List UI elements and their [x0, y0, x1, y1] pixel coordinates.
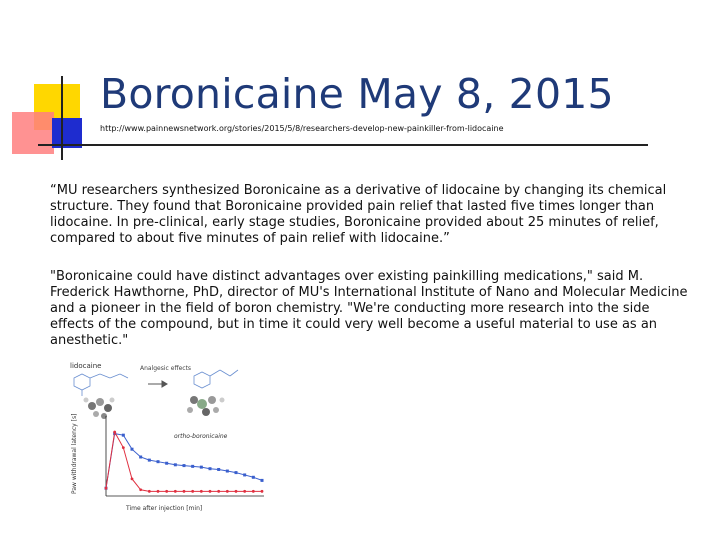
- data-point-series-1: [148, 490, 151, 493]
- data-point-series-1: [113, 431, 116, 434]
- data-point-series-1: [243, 490, 246, 493]
- data-point-series-0: [209, 467, 212, 470]
- data-point-series-0: [174, 463, 177, 466]
- data-point-series-0: [122, 434, 125, 437]
- data-point-series-1: [131, 477, 134, 480]
- data-point-series-1: [165, 490, 168, 493]
- decor-pink-square: [12, 112, 54, 154]
- data-point-series-0: [226, 470, 229, 473]
- data-point-series-0: [139, 456, 142, 459]
- data-point-series-0: [165, 462, 168, 465]
- figure-label-lidocaine: lidocaine: [70, 362, 102, 370]
- data-point-series-1: [217, 490, 220, 493]
- source-url: http://www.painnewsnetwork.org/stories/2015/5/8/researchers-develop-new-painkiller-from-lidocaine: [100, 124, 504, 133]
- data-point-series-1: [105, 487, 108, 490]
- data-point-series-1: [174, 490, 177, 493]
- research-figure: [66, 356, 270, 514]
- x-axis-label: Time after injection [min]: [126, 505, 203, 512]
- data-point-series-0: [217, 468, 220, 471]
- data-point-series-0: [252, 476, 255, 479]
- data-point-series-0: [243, 473, 246, 476]
- data-point-series-1: [226, 490, 229, 493]
- data-point-series-0: [183, 464, 186, 467]
- quote-paragraph-2: "Boronicaine could have distinct advantages over existing painkilling medications," said M. Frederick Hawthorne, PhD, director of MU's International Institute of Nano and Molecular Medicine and a pioneer in the field of boron chemistry. "We're conducting more research into the side effects of the compound, but in time it could very well become a useful material to use as an anesthetic.": [50, 269, 688, 348]
- data-point-series-1: [200, 490, 203, 493]
- data-point-series-0: [191, 465, 194, 468]
- data-point-series-0: [148, 459, 151, 462]
- data-point-series-1: [209, 490, 212, 493]
- data-point-series-1: [183, 490, 186, 493]
- data-point-series-1: [157, 490, 160, 493]
- data-point-series-1: [191, 490, 194, 493]
- data-point-series-0: [261, 479, 264, 482]
- figure-label-ortho: ortho-boronicaine: [174, 433, 228, 440]
- figure-label-effects: Analgesic effects: [140, 365, 192, 372]
- data-point-series-1: [252, 490, 255, 493]
- slide-title: Boronicaine May 8, 2015: [100, 70, 614, 118]
- quote-paragraph-1: “MU researchers synthesized Boronicaine as a derivative of lidocaine by changing its chemical structure. They found that Boronicaine provided pain relief that lasted five times longer than lidocaine. In pre-clinical, early stage studies, Boronicaine provided about 25 minutes of relief, compared to about five minutes of pain relief with lidocaine.”: [50, 183, 667, 246]
- y-axis-label: Paw withdrawal latency [s]: [71, 413, 78, 494]
- data-point-series-0: [200, 466, 203, 469]
- data-point-series-1: [261, 490, 264, 493]
- data-point-series-0: [235, 471, 238, 474]
- data-point-series-1: [139, 488, 142, 491]
- data-point-series-0: [157, 460, 160, 463]
- data-point-series-1: [235, 490, 238, 493]
- data-point-series-0: [131, 448, 134, 451]
- data-point-series-1: [122, 446, 125, 449]
- decor-horizontal-line: [38, 144, 648, 146]
- decor-vertical-line: [61, 76, 63, 160]
